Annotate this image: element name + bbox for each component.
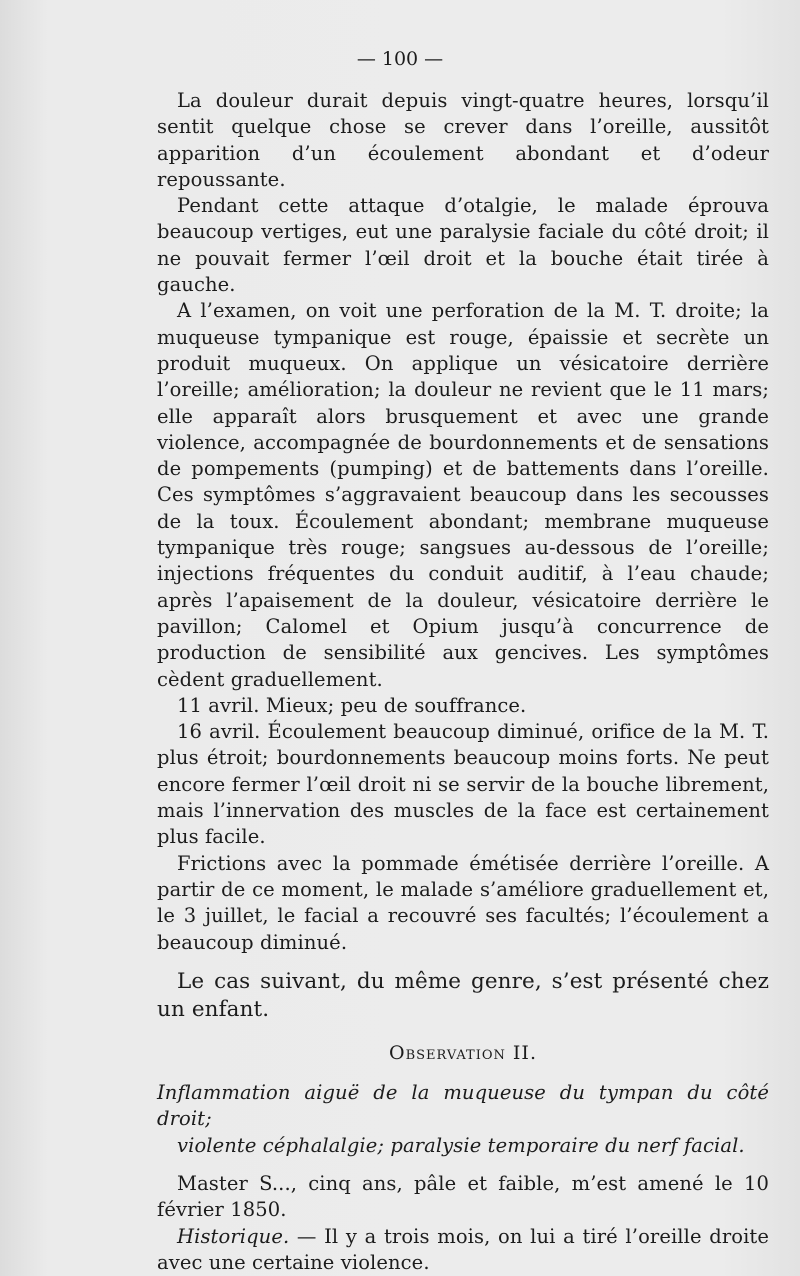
paragraph-5: 16 avril. Écoulement beaucoup diminué, orifice de la M. T. plus étroit; bourdonnements beaucoup moins forts. Ne peut encore fermer l’œil droit ni se servir de la bouche librement, mais l’innervation des muscles de la face est certainement plus facile. — [157, 720, 769, 849]
caption-line-2: violente céphalalgie; paralysie temporaire du nerf facial. — [177, 1133, 745, 1157]
transition-paragraph: Le cas suivant, du même genre, s’est présenté chez un enfant. — [157, 968, 769, 1022]
case-intro: Master S..., cinq ans, pâle et faible, m’est amené le 10 février 1850. — [157, 1171, 769, 1222]
history-paragraph — [157, 1224, 769, 1276]
paragraph-6: Frictions avec la pommade émétisée derrière l’oreille. A partir de ce moment, le malade s’améliore graduellement et, le 3 juillet, le facial a recouvré ses facultés; l’écoulement a beaucoup diminué. — [157, 851, 769, 954]
observation-caption — [157, 1080, 769, 1159]
history-label: Historique. — [177, 1224, 290, 1248]
paragraph-3: A l’examen, on voit une perforation de la M. T. droite; la muqueuse tympanique est rouge, épaissie et secrète un produit muqueux. On applique un vésicatoire derrière l’oreille; amélioration; la douleur ne revient que le 11 mars; elle apparaît alors brusquement et avec une grande violence, accompagnée de bourdonnements et de sensations de pompements (pumping) et de battements dans l’oreille. Ces symptômes s’aggravaient beaucoup dans les secousses de la toux. Écoulement abondant; membrane muqueuse tympanique très rouge; sangsues au-dessous de l’oreille; injections fréquentes du conduit auditif, à l’eau chaude; après l’apaisement de la douleur, vésicatoire derrière le pavillon; Calomel et Opium jusqu’à concurrence de production de sensibilité aux gencives. Les symptômes cèdent graduellement. — [157, 299, 769, 691]
page-number: — 100 — — [356, 48, 444, 70]
paragraph-1: La douleur durait depuis vingt-quatre heures, lorsqu’il sentit quelque chose se crever dans l’oreille, aussitôt apparition d’un écoulement abondant et d’odeur repoussante. — [157, 89, 769, 191]
paragraph-2: Pendant cette attaque d’otalgie, le malade éprouva beaucoup vertiges, eut une paralysie faciale du côté droit; il ne pouvait fermer l’œil droit et la bouche était tirée à gauche. — [157, 194, 769, 297]
paragraph-4: 11 avril. Mieux; peu de souffrance. — [177, 693, 527, 717]
caption-line-1: Inflammation aiguë de la muqueuse du tympan du côté droit; — [157, 1081, 769, 1131]
body-text — [157, 88, 769, 1276]
observation-heading: Observation II. — [389, 1041, 537, 1064]
history-text: — Il y a trois mois, on lui a tiré l’oreille droite avec une certaine violence. — [157, 1224, 769, 1274]
